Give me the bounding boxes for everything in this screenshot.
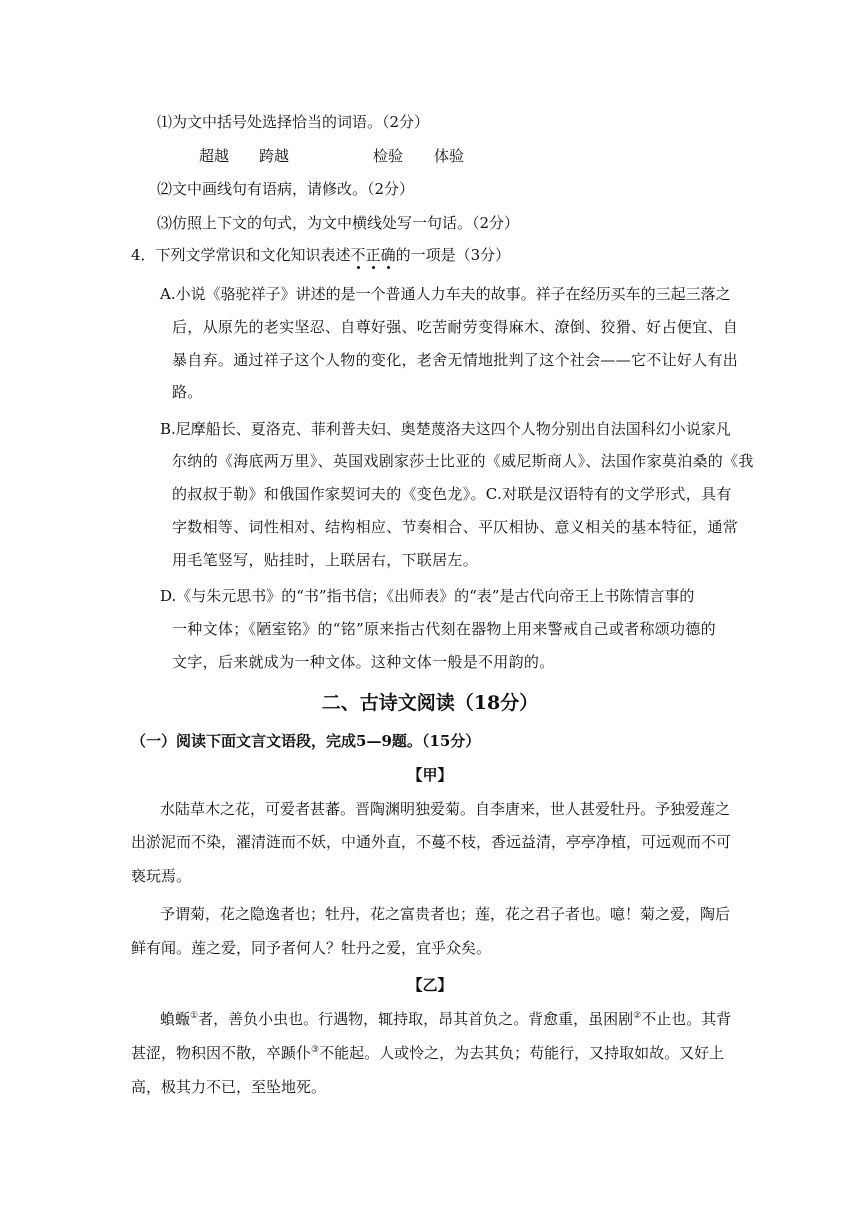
option-b-line: 的叔叔于勒》和俄国作家契诃夫的《变色龙》。C.对联是汉语特有的文学形式，具有 [172,485,732,503]
emphasis-char: 不 [350,246,366,264]
footnote-mark: ③ [311,1045,320,1055]
option-d-line: 一种文体；《陋室铭》的“铭”原来指古代刻在器物上用来警戒自己或者称颂功德的 [172,620,716,638]
passage-yi-line [160,1009,731,1029]
footnote-mark: ① [190,1011,199,1021]
option-a-line: 后，从原先的老实坚忍、自尊好强、吃苦耐劳变得麻木、潦倒、狡猾、好占便宜、自 [172,318,739,336]
text-span: 不能起。人或怜之，为去其负；苟能行，又持取如故。又好上 [319,1044,725,1062]
q4-stem [131,245,510,265]
passage-label-jia: 【甲】 [407,766,453,784]
emphasis-char: 正 [365,246,381,264]
passage-jia-line: 鲜有闻。莲之爱，同予者何人？牡丹之爱，宜乎众矣。 [131,939,492,957]
passage-label-yi: 【乙】 [407,976,453,994]
text-span: 不止也。其背 [641,1010,732,1028]
option-a-line: 暴自弃。通过祥子这个人物的变化，老舍无情地批判了这个社会——它不让好人有出 [172,351,739,369]
passage-jia-line: 予谓菊，花之隐逸者也；牡丹，花之富贵者也；莲，花之君子者也。噫！菊之爱，陶后 [160,905,731,923]
q3-sub3: ⑶仿照上下文的句式，为文中横线处写一句话。（2分） [157,214,520,232]
q3-sub2: ⑵文中画线句有语病，请修改。（2分） [157,180,415,198]
passage-yi-line: 高，极其力不已，至坠地死。 [131,1078,327,1096]
option-b-line: 用毛笔竖写，贴挂时，上联居右，下联居左。 [172,551,479,569]
text-span: 蝜蝂 [160,1010,191,1028]
option-a-line: 路。 [172,383,203,401]
footnote-mark: ② [633,1011,642,1021]
q3-sub1: ⑴为文中括号处选择恰当的词语。（2分） [157,113,430,131]
passage-jia-line: 水陆草木之花，可爱者甚蕃。晋陶渊明独爱菊。自李唐来，世人甚爱牡丹。予独爱莲之 [160,800,731,818]
part-heading: （一）阅读下面文言文语段，完成5—9题。（15分） [131,732,481,750]
passage-yi-line [131,1043,724,1063]
choice-2: 跨越 [259,147,290,165]
option-b-line: B.尼摩船长、夏洛克、菲利普夫妇、奥楚蔑洛夫这四个人物分别出自法国科幻小说家凡 [160,420,731,438]
text-span: 者，善负小虫也。行遇物，辄持取，昂其首负之。背愈重，虽困剧 [198,1010,634,1028]
option-d-line: D.《与朱元思书》的“书”指书信；《出师表》的“表”是古代向帝王上书陈情言事的 [160,587,695,605]
option-d-line: 文字，后来就成为一种文体。这种文体一般是不用韵的。 [172,653,555,671]
option-b-line: 尔纳的《海底两万里》、英国戏剧家莎士比亚的《威尼斯商人》、法国作家莫泊桑的《我 [172,452,754,470]
choice-1: 超越 [199,147,230,165]
choice-3: 检验 [373,147,404,165]
q4-stem-pre: 4．下列文学常识和文化知识表述 [131,246,351,264]
option-b-line: 字数相等、词性相对、结构相应、节奏相合、平仄相协、意义相关的基本特征，通常 [172,518,739,536]
emphasis-char: 确 [380,246,396,264]
passage-jia-line: 出淤泥而不染，濯清涟而不妖，中通外直，不蔓不枝，香远益清，亭亭净植，可远观而不可 [131,833,732,851]
section-title: 二、古诗文阅读（18分） [321,692,539,714]
q4-stem-post: 的一项是（3分） [395,246,511,264]
passage-jia-line: 亵玩焉。 [131,867,192,885]
option-a-line: A.小说《骆驼祥子》讲述的是一个普通人力车夫的故事。祥子在经历买车的三起三落之 [160,285,731,303]
text-span: 甚涩，物积因不散，卒踬仆 [131,1044,312,1062]
choice-4: 体验 [434,147,465,165]
